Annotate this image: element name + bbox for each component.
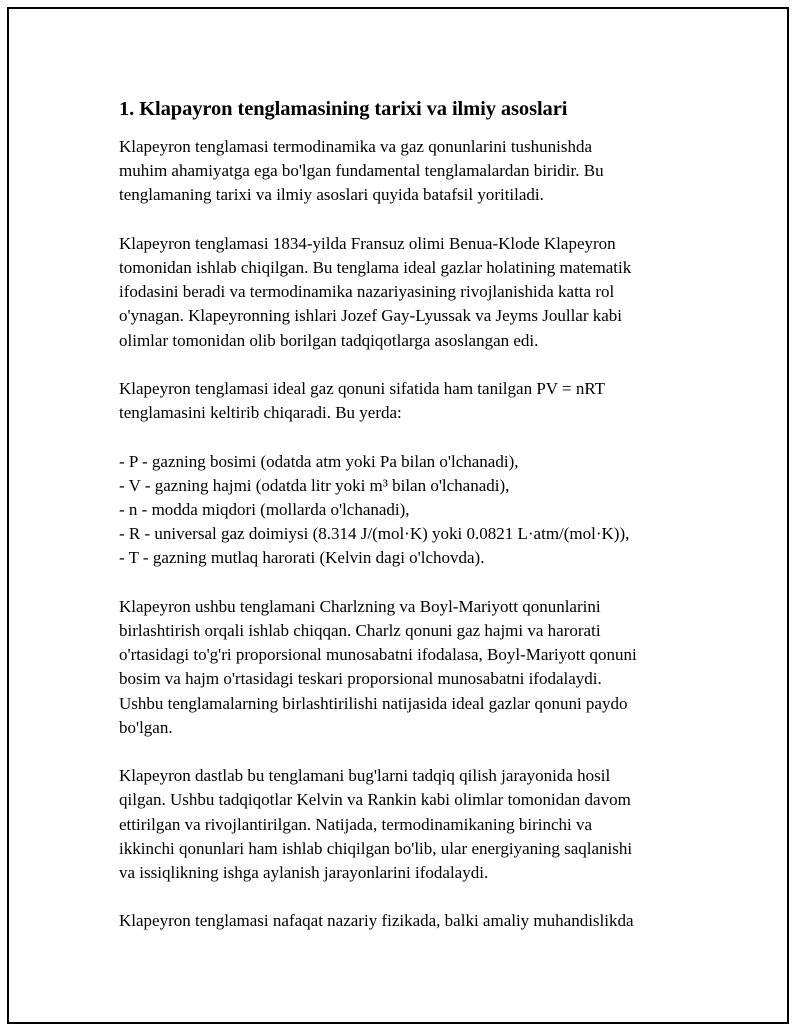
paragraph-history — [119, 232, 689, 353]
text-line: bo'lgan. — [119, 717, 173, 737]
text-line: Ushbu tenglamalarning birlashtirilishi natijasida ideal gazlar qonuni paydo — [119, 693, 628, 713]
text-line: o'ynagan. Klapeyronning ishlari Jozef Gay-Lyussak va Jeyms Joullar kabi — [119, 306, 623, 326]
text-line: birlashtirish orqali ishlab chiqqan. Charlz qonuni gaz hajmi va harorati — [119, 621, 601, 640]
text-line: va issiqlikning ishga aylanish jarayonlarini ifodalaydi. — [119, 863, 489, 883]
paragraph-intro — [119, 135, 689, 208]
section-heading: 1. Klapayron tenglamasining tarixi va ilmiy asoslari — [119, 98, 568, 120]
text-line: tenglamaning tarixi va ilmiy asoslari quyida batafsil yoritiladi. — [119, 185, 544, 205]
text-line: ettirilgan va rivojlantirilgan. Natijada, termodinamikaning birinchi va — [119, 814, 593, 834]
list-item: - V - gazning hajmi (odatda litr yoki m³ bilan o'lchanadi), — [119, 475, 510, 495]
list-item: - P - gazning bosimi (odatda atm yoki Pa bilan o'lchanadi), — [119, 451, 519, 471]
text-line: Klapeyron dastlab bu tenglamani bug'larni tadqiq qilish jarayonida hosil — [119, 766, 611, 786]
paragraph-application — [119, 909, 689, 933]
text-line: tenglamasini keltirib chiqaradi. Bu yerda: — [119, 403, 402, 423]
document-body — [119, 96, 689, 958]
text-line: Klapeyron tenglamasi 1834-yilda Fransuz olimi Benua-Klode Klapeyron — [119, 233, 616, 253]
text-line: olimlar tomonidan olib borilgan tadqiqotlarga asoslangan edi. — [119, 330, 539, 350]
paragraph-derivation — [119, 595, 689, 740]
document-page — [7, 7, 789, 1024]
text-line: bosim va hajm o'rtasidagi teskari proporsional munosabatni ifodalaydi. — [119, 669, 602, 689]
text-line: Klapeyron tenglamasi termodinamika va gaz qonunlarini tushunishda — [119, 137, 593, 156]
list-item: - T - gazning mutlaq harorati (Kelvin dagi o'lchovda). — [119, 548, 485, 568]
list-item: - n - modda miqdori (mollarda o'lchanadi), — [119, 500, 410, 519]
text-line: ifodasini beradi va termodinamika nazariyasining rivojlanishida katta rol — [119, 282, 615, 302]
text-line: muhim ahamiyatga ega bo'lgan fundamental tenglamalardan biridir. Bu — [119, 161, 604, 181]
paragraph-equation — [119, 377, 689, 425]
text-line: Klapeyron ushbu tenglamani Charlzning va Boyl-Mariyott qonunlarini — [119, 596, 601, 616]
text-line: tomonidan ishlab chiqilgan. Bu tenglama ideal gazlar holatining matematik — [119, 258, 632, 277]
text-line: o'rtasidagi to'g'ri proporsional munosabatni ifodalasa, Boyl-Mariyott qonuni — [119, 645, 637, 665]
variable-list — [119, 450, 689, 571]
text-line: qilgan. Ushbu tadqiqotlar Kelvin va Rankin kabi olimlar tomonidan davom — [119, 790, 631, 810]
text-line: Klapeyron tenglamasi ideal gaz qonuni sifatida ham tanilgan PV = nRT — [119, 379, 606, 398]
paragraph-research — [119, 764, 689, 885]
text-line: ikkinchi qonunlari ham ishlab chiqilgan bo'lib, ular energiyaning saqlanishi — [119, 838, 633, 858]
text-line: Klapeyron tenglamasi nafaqat nazariy fizikada, balki amaliy muhandislikda — [119, 911, 634, 931]
list-item: - R - universal gaz doimiysi (8.314 J/(mol·K) yoki 0.0821 L·atm/(mol·K)), — [119, 524, 630, 544]
